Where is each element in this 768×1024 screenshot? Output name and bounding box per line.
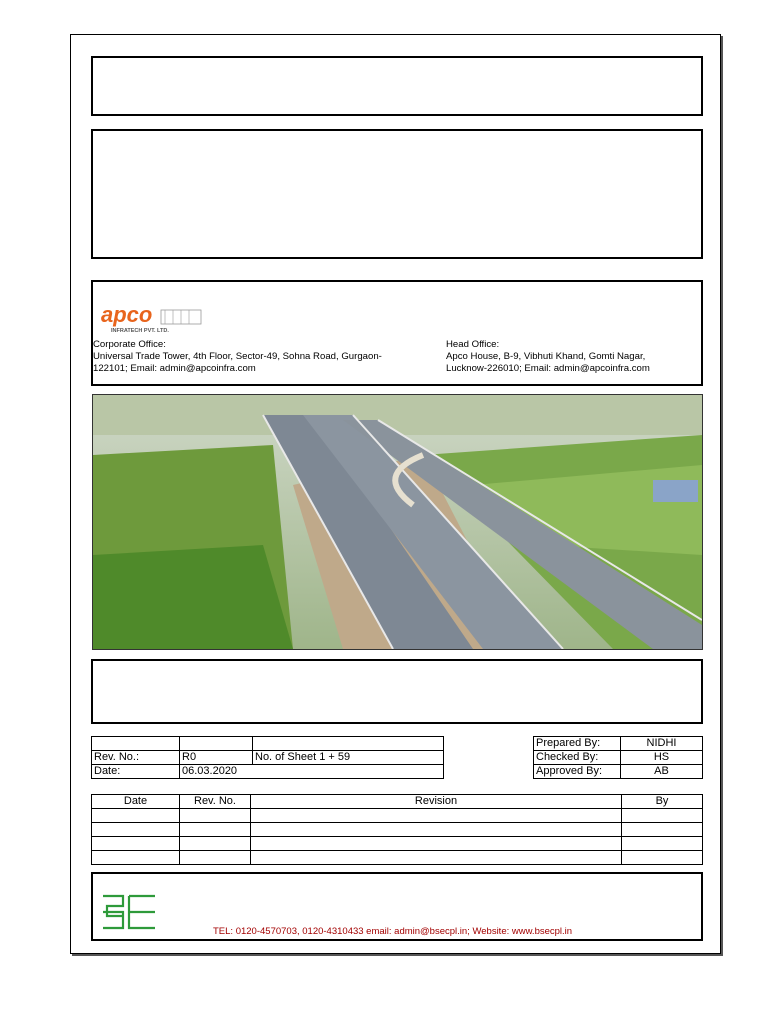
table-row bbox=[92, 809, 703, 823]
expressway-aerial-photo bbox=[92, 394, 703, 650]
client-box bbox=[91, 280, 703, 386]
approved-value: AB bbox=[621, 765, 703, 779]
corporate-address-line1: Universal Trade Tower, 4th Floor, Sector-49, Sohna Road, Gurgaon- bbox=[93, 351, 382, 362]
corporate-address-line2: 122101; Email: admin@apcoinfra.com bbox=[93, 363, 256, 374]
rev-no-label: Rev. No.: bbox=[92, 751, 180, 765]
description-box bbox=[91, 129, 703, 259]
history-header-revision: Revision bbox=[251, 795, 622, 809]
apco-logo-subtext: INFRATECH PVT. LTD. bbox=[111, 328, 169, 334]
head-office bbox=[446, 339, 686, 375]
apco-logo-text: apco bbox=[101, 302, 153, 327]
consultant-contact: TEL: 0120-4570703, 0120-4310433 email: admin@bsecpl.in; Website: www.bsecpl.in bbox=[213, 926, 573, 937]
history-header-by: By bbox=[622, 795, 703, 809]
head-address-line2: Lucknow-226010; Email: admin@apcoinfra.com bbox=[446, 363, 650, 374]
head-address-line1: Apco House, B-9, Vibhuti Khand, Gomti Nagar, bbox=[446, 351, 646, 362]
approved-label: Approved By: bbox=[534, 765, 621, 779]
checked-value: HS bbox=[621, 751, 703, 765]
approval-table bbox=[533, 736, 703, 779]
history-header-date: Date bbox=[92, 795, 180, 809]
head-office-label: Head Office: bbox=[446, 339, 500, 350]
corporate-office-label: Corporate Office: bbox=[93, 339, 166, 350]
table-row bbox=[92, 823, 703, 837]
date-label: Date: bbox=[92, 765, 180, 779]
table-row bbox=[92, 851, 703, 865]
date-value: 06.03.2020 bbox=[180, 765, 444, 779]
prepared-value: NIDHI bbox=[621, 737, 703, 751]
apco-logo bbox=[99, 302, 209, 334]
history-header-rev: Rev. No. bbox=[180, 795, 251, 809]
revision-info-table bbox=[91, 736, 444, 779]
checked-label: Checked By: bbox=[534, 751, 621, 765]
title-box bbox=[91, 56, 703, 116]
prepared-label: Prepared By: bbox=[534, 737, 621, 751]
bsecpl-logo bbox=[101, 892, 159, 932]
corporate-office bbox=[93, 339, 393, 375]
revision-history-table bbox=[91, 794, 703, 865]
project-box bbox=[91, 659, 703, 724]
table-row bbox=[92, 837, 703, 851]
consultant-box bbox=[91, 872, 703, 941]
sheets-count: No. of Sheet 1 + 59 bbox=[253, 751, 444, 765]
rev-no-value: R0 bbox=[180, 751, 253, 765]
